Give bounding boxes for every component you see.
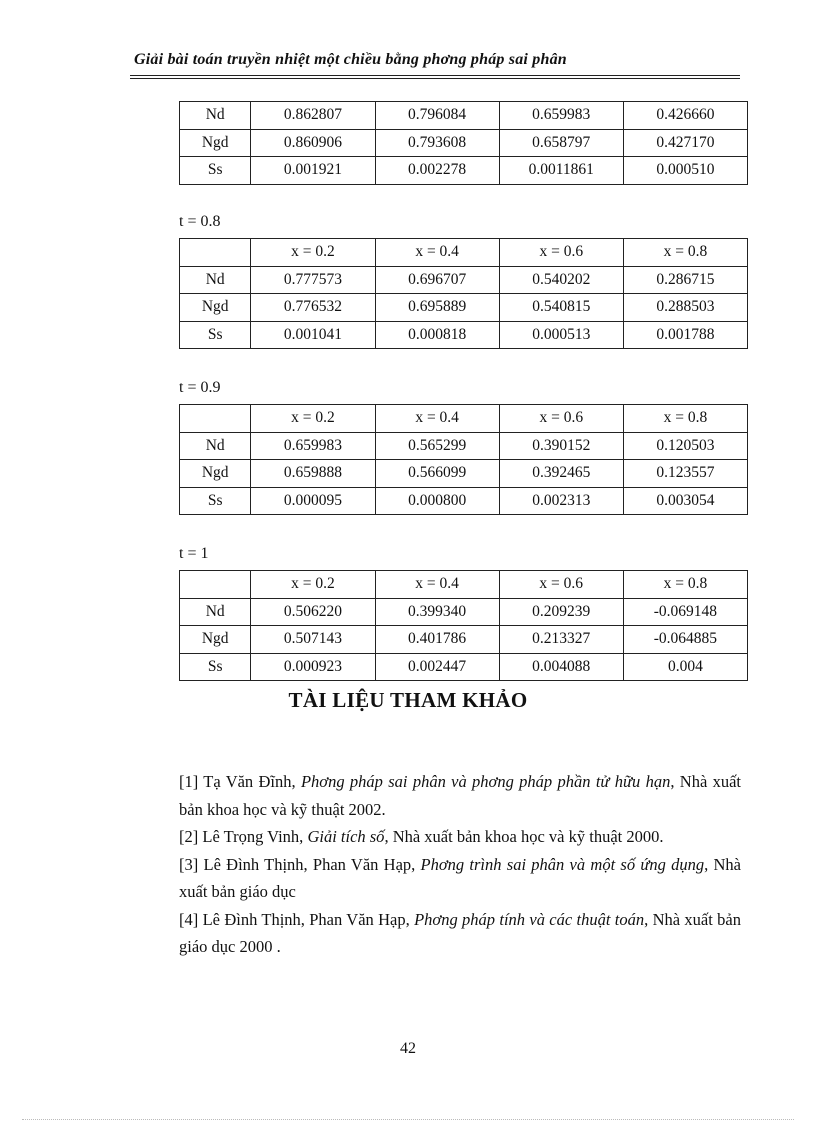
- reference-title: Phơng trình sai phân và một số ứng dụng: [420, 854, 705, 874]
- reference-title: Giải tích số: [307, 827, 385, 846]
- column-header: x = 0.2: [251, 405, 375, 433]
- cell: 0.002278: [375, 157, 499, 185]
- cell: 0.659983: [499, 102, 623, 130]
- table-row: [180, 626, 748, 654]
- page-number: 42: [400, 1040, 416, 1057]
- cell: 0.288503: [623, 294, 747, 322]
- header-rule-thin: [130, 78, 740, 79]
- page-bottom-border: [22, 1119, 794, 1120]
- column-header: x = 0.2: [251, 571, 375, 599]
- row-label: Nd: [180, 102, 251, 130]
- reference-item: [179, 768, 741, 823]
- reference-authors: [1] Tạ Văn Đĩnh,: [179, 772, 301, 791]
- table-row: [180, 487, 748, 515]
- column-header: x = 0.8: [623, 405, 747, 433]
- results-table-t08: [179, 238, 748, 349]
- table-row: [180, 294, 748, 322]
- cell: 0.213327: [499, 626, 623, 654]
- cell: 0.002447: [375, 653, 499, 681]
- table-row: [180, 321, 748, 349]
- row-label: Ss: [180, 321, 251, 349]
- header-rule: [130, 75, 740, 76]
- cell: 0.506220: [251, 598, 375, 626]
- cell: 0.002313: [499, 487, 623, 515]
- cell: 0.540202: [499, 266, 623, 294]
- cell: 0.001921: [251, 157, 375, 185]
- reference-item: [179, 851, 741, 906]
- results-table-t09: [179, 404, 748, 515]
- reference-publisher: , Nhà xuất bản khoa học và kỹ thuật 2000.: [384, 827, 664, 846]
- header-title: Giải bài toán truyền nhiệt một chiều bằng phơng pháp sai phân: [134, 51, 567, 68]
- table-header-row: [180, 405, 748, 433]
- cell: 0.000800: [375, 487, 499, 515]
- row-label: Ss: [180, 157, 251, 185]
- cell: 0.793608: [375, 129, 499, 157]
- cell: 0.001041: [251, 321, 375, 349]
- reference-authors: [2] Lê Trọng Vinh,: [179, 827, 308, 846]
- table-header-row: [180, 239, 748, 267]
- column-header: x = 0.8: [623, 239, 747, 267]
- cell: -0.069148: [623, 598, 747, 626]
- table-header-row: [180, 571, 748, 599]
- corner-cell: [180, 571, 251, 599]
- cell: 0.004: [623, 653, 747, 681]
- column-header: x = 0.2: [251, 239, 375, 267]
- cell: 0.004088: [499, 653, 623, 681]
- corner-cell: [180, 239, 251, 267]
- reference-title: Phơng pháp tính và các thuật toán: [414, 909, 645, 929]
- results-table-t1: [179, 570, 748, 681]
- cell: 0.120503: [623, 432, 747, 460]
- cell: 0.695889: [375, 294, 499, 322]
- references-heading: TÀI LIỆU THAM KHẢO: [288, 688, 528, 712]
- cell: 0.209239: [499, 598, 623, 626]
- cell: 0.659888: [251, 460, 375, 488]
- table-row: [180, 102, 748, 130]
- cell: 0.401786: [375, 626, 499, 654]
- row-label: Nd: [180, 266, 251, 294]
- cell: 0.286715: [623, 266, 747, 294]
- table-row: [180, 129, 748, 157]
- cell: 0.399340: [375, 598, 499, 626]
- row-label: Ss: [180, 653, 251, 681]
- column-header: x = 0.4: [375, 239, 499, 267]
- column-header: x = 0.8: [623, 571, 747, 599]
- cell: 0.003054: [623, 487, 747, 515]
- cell: 0.696707: [375, 266, 499, 294]
- reference-item: [179, 906, 741, 961]
- table-row: [180, 653, 748, 681]
- cell: 0.777573: [251, 266, 375, 294]
- reference-title: Phơng pháp sai phân và phơng pháp phần tử hữu hạn: [300, 772, 671, 791]
- column-header: x = 0.4: [375, 571, 499, 599]
- time-label-t08: t = 0.8: [179, 213, 221, 230]
- cell: 0.507143: [251, 626, 375, 654]
- cell: 0.540815: [499, 294, 623, 322]
- row-label: Nd: [180, 598, 251, 626]
- cell: 0.000095: [251, 487, 375, 515]
- corner-cell: [180, 405, 251, 433]
- reference-authors: [4] Lê Đình Thịnh, Phan Văn Hạp,: [179, 909, 415, 929]
- cell: 0.776532: [251, 294, 375, 322]
- cell: 0.001788: [623, 321, 747, 349]
- cell: 0.000510: [623, 157, 747, 185]
- running-header: [130, 50, 740, 79]
- reference-authors: [3] Lê Đình Thịnh, Phan Văn Hạp,: [179, 854, 421, 874]
- row-label: Ngd: [180, 460, 251, 488]
- table-row: [180, 460, 748, 488]
- results-table-continued: [179, 101, 748, 185]
- cell: 0.000923: [251, 653, 375, 681]
- table-row: [180, 598, 748, 626]
- table-row: [180, 432, 748, 460]
- cell: 0.123557: [623, 460, 747, 488]
- cell: 0.566099: [375, 460, 499, 488]
- cell: 0.000818: [375, 321, 499, 349]
- table-row: [180, 266, 748, 294]
- row-label: Ngd: [180, 626, 251, 654]
- references-list: [179, 768, 741, 961]
- cell: 0.565299: [375, 432, 499, 460]
- row-label: Ss: [180, 487, 251, 515]
- cell: 0.000513: [499, 321, 623, 349]
- column-header: x = 0.4: [375, 405, 499, 433]
- cell: 0.659983: [251, 432, 375, 460]
- cell: 0.658797: [499, 129, 623, 157]
- row-label: Ngd: [180, 129, 251, 157]
- reference-publisher: , Nhà xuất bản khoa học và kỹ thuật 2002.: [179, 772, 741, 819]
- cell: -0.064885: [623, 626, 747, 654]
- time-label-t1: t = 1: [179, 545, 209, 562]
- reference-item: [179, 823, 741, 851]
- column-header: x = 0.6: [499, 239, 623, 267]
- cell: 0.0011861: [499, 157, 623, 185]
- row-label: Nd: [180, 432, 251, 460]
- cell: 0.862807: [251, 102, 375, 130]
- cell: 0.796084: [375, 102, 499, 130]
- column-header: x = 0.6: [499, 571, 623, 599]
- reference-publisher: , Nhà xuất bản giáo dục 2000 .: [179, 909, 741, 956]
- cell: 0.427170: [623, 129, 747, 157]
- column-header: x = 0.6: [499, 405, 623, 433]
- cell: 0.392465: [499, 460, 623, 488]
- reference-publisher: , Nhà xuất bản giáo dục: [179, 854, 741, 901]
- cell: 0.390152: [499, 432, 623, 460]
- time-label-t09: t = 0.9: [179, 379, 221, 396]
- table-row: [180, 157, 748, 185]
- cell: 0.426660: [623, 102, 747, 130]
- row-label: Ngd: [180, 294, 251, 322]
- cell: 0.860906: [251, 129, 375, 157]
